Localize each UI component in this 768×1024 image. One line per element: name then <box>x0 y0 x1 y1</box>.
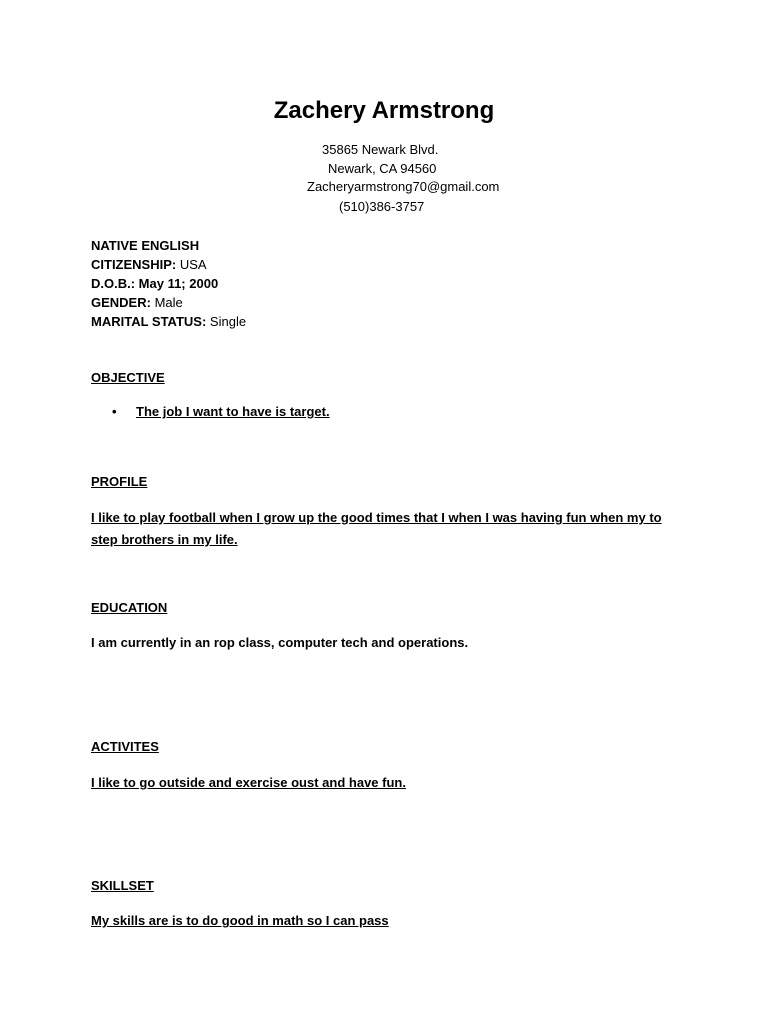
objective-heading: OBJECTIVE <box>91 370 165 385</box>
citizenship-value: USA <box>176 257 207 272</box>
skillset-paragraph <box>91 910 691 932</box>
citizenship-label: CITIZENSHIP: <box>91 257 177 272</box>
profile-heading: PROFILE <box>91 474 148 489</box>
education-text: I am currently in an rop class, computer tech and operations. <box>91 635 469 650</box>
objective-item <box>112 404 330 419</box>
email-address: Zacheryarmstrong70@gmail.com <box>307 179 500 194</box>
skillset-text: My skills are is to do good in math so I can pass <box>91 913 389 928</box>
marital-status-row <box>91 312 246 331</box>
profile-text: I like to play football when I grow up the good times that I when I was having fun when my to step brothers in my life. <box>91 510 662 547</box>
objective-text: The job I want to have is target. <box>136 404 330 419</box>
citizenship-row <box>91 255 246 274</box>
bullet-icon: • <box>112 404 117 419</box>
skillset-heading: SKILLSET <box>91 878 154 893</box>
address-street: 35865 Newark Blvd. <box>322 142 439 157</box>
gender-label: GENDER: <box>91 295 151 310</box>
activities-paragraph <box>91 772 691 794</box>
gender-value: Male <box>150 295 183 310</box>
dob-row <box>91 274 246 293</box>
marital-status-value: Single <box>206 314 247 329</box>
personal-info <box>91 236 246 331</box>
native-language-label: NATIVE ENGLISH <box>91 238 200 253</box>
profile-paragraph <box>91 507 681 551</box>
native-language <box>91 236 246 255</box>
marital-status-label: MARITAL STATUS: <box>91 314 207 329</box>
phone-number: (510)386-3757 <box>339 199 425 214</box>
dob-label: D.O.B.: May 11; 2000 <box>91 276 219 291</box>
resume-name: Zachery Armstrong <box>273 97 495 124</box>
activities-text: I like to go outside and exercise oust and have fun. <box>91 775 406 790</box>
address-city: Newark, CA 94560 <box>328 161 437 176</box>
gender-row <box>91 293 246 312</box>
activities-heading: ACTIVITES <box>91 739 159 754</box>
education-heading: EDUCATION <box>91 600 168 615</box>
